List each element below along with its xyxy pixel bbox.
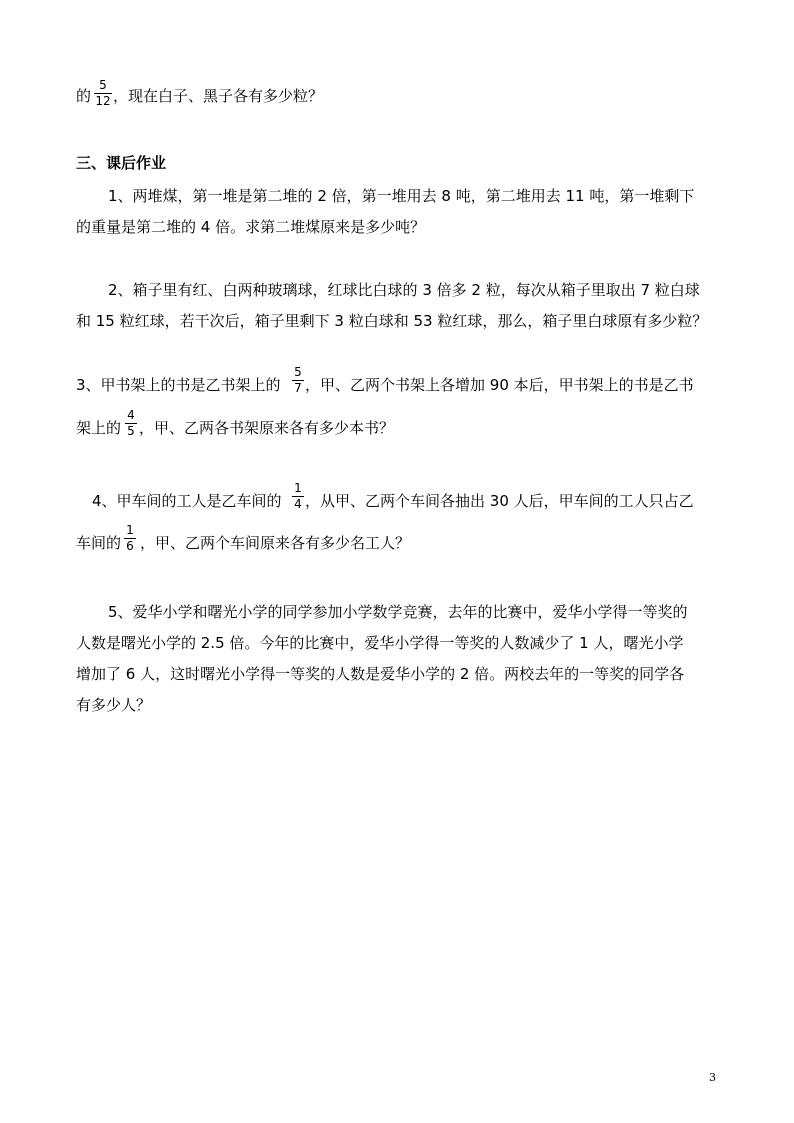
problem-3-fraction-2 <box>125 409 137 438</box>
problem-4-frac-1-num: 1 <box>294 481 302 495</box>
problem-3-line-2-post: ，甲、乙两各书架原来各有多少本书？ <box>139 419 395 437</box>
intro-pre: 的 <box>76 87 92 105</box>
intro-frac-den: 12 <box>95 94 111 108</box>
problem-3-line-2-pre: 架上的 <box>76 419 122 437</box>
problem-1-line-2: 的重量是第二堆的 4 倍。求第二堆煤原来是多少吨？ <box>76 218 426 236</box>
problem-4-frac-2-num: 1 <box>126 523 134 537</box>
problem-3-frac-2-num: 4 <box>127 408 135 422</box>
problem-5-line-4: 有多少人？ <box>76 696 152 714</box>
problem-4-fraction-2 <box>124 524 136 553</box>
problem-4-fraction-1 <box>292 482 304 511</box>
problem-3-line-1-post: ，甲、乙两个书架上各增加 90 本后，甲书架上的书是乙书 <box>305 376 694 394</box>
problem-5-line-2: 人数是曙光小学的 2.5 倍。今年的比赛中，爱华小学得一等奖的人数减少了 1 人，曙光小学 <box>76 634 684 652</box>
intro-fraction <box>94 79 112 108</box>
problem-4-frac-2-den: 6 <box>126 539 134 553</box>
intro-frac-num: 5 <box>99 78 107 92</box>
problem-4-line-2-post: ，甲、乙两个车间原来各有多少名工人？ <box>140 534 411 552</box>
problem-4-frac-1-den: 4 <box>294 497 302 511</box>
problem-2-line-2: 和 15 粒红球，若干次后，箱子里剩下 3 粒白球和 53 粒红球，那么，箱子里白球原有多少粒？ <box>76 312 708 330</box>
problem-3-line-1-pre: 3、甲书架上的书是乙书架上的 <box>76 376 281 394</box>
intro-line <box>76 86 91 106</box>
problem-4-line-2-pre: 车间的 <box>76 534 122 552</box>
problem-5-line-3: 增加了 6 人，这时曙光小学得一等奖的人数是爱华小学的 2 倍。两校去年的一等奖的同学各 <box>76 665 685 683</box>
problem-3-fraction-1 <box>292 366 304 395</box>
problem-3-frac-1-num: 5 <box>294 365 302 379</box>
section-title: 三、课后作业 <box>76 154 167 172</box>
problem-3-frac-2-den: 5 <box>127 424 135 438</box>
problem-4-line-1-pre: 4、甲车间的工人是乙车间的 <box>92 492 282 510</box>
problem-4-line-1-post: ，从甲、乙两个车间各抽出 30 人后，甲车间的工人只占乙 <box>305 492 694 510</box>
intro-post: ，现在白子、黑子各有多少粒？ <box>113 87 324 105</box>
problem-2-line-1: 2、箱子里有红、白两种玻璃球，红球比白球的 3 倍多 2 粒，每次从箱子里取出 7 粒白球 <box>108 281 700 299</box>
problem-5-line-1: 5、爱华小学和曙光小学的同学参加小学数学竞赛，去年的比赛中，爱华小学得一等奖的 <box>108 603 688 621</box>
problem-3-frac-1-den: 7 <box>294 381 302 395</box>
problem-1-line-1: 1、两堆煤，第一堆是第二堆的 2 倍，第一堆用去 8 吨，第二堆用去 11 吨，第一堆剩下 <box>108 187 695 205</box>
page-number: 3 <box>709 1071 716 1084</box>
